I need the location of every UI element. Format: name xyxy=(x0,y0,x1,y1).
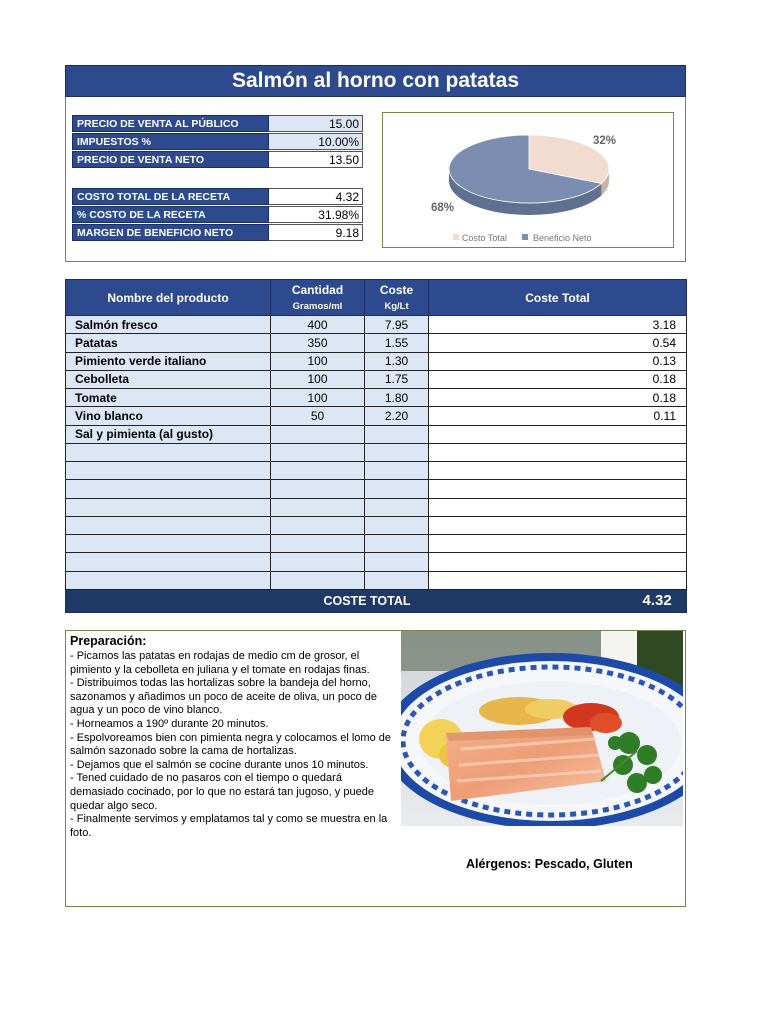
summary-label: COSTO TOTAL DE LA RECETA xyxy=(72,188,269,205)
table-row xyxy=(66,316,687,334)
cell-cost[interactable] xyxy=(365,535,429,553)
header-cost-label: Coste xyxy=(379,283,414,297)
cell-qty[interactable] xyxy=(271,498,365,516)
summary-row xyxy=(72,133,363,150)
cell-total[interactable] xyxy=(429,480,687,498)
cell-total[interactable] xyxy=(429,553,687,571)
cell-name[interactable] xyxy=(66,498,271,516)
cell-name[interactable]: Sal y pimienta (al gusto) xyxy=(66,425,271,443)
summary-label: PRECIO DE VENTA NETO xyxy=(72,151,269,168)
cell-name[interactable]: Vino blanco xyxy=(66,407,271,425)
pie-chart-frame xyxy=(382,112,674,248)
preparation-step: - Espolvoreamos bien con pimienta negra y colocamos el lomo de salmón sazonado sobre la cama de hortalizas. xyxy=(70,731,391,758)
cell-qty[interactable] xyxy=(271,535,365,553)
table-row xyxy=(66,334,687,352)
total-cost-value: 4.32 xyxy=(429,589,687,612)
cell-qty[interactable] xyxy=(271,425,365,443)
cell-name[interactable]: Patatas xyxy=(66,334,271,352)
summary-row xyxy=(72,151,363,168)
cell-name[interactable] xyxy=(66,535,271,553)
table-row xyxy=(66,352,687,370)
preparation-step: - Distribuimos todas las hortalizas sobre la bandeja del horno, sazonamos y añadimos un poco de aceite de oliva, un poco de agua y un poco de vino blanco. xyxy=(70,677,377,717)
cell-cost[interactable] xyxy=(365,553,429,571)
cell-total[interactable]: 0.13 xyxy=(429,352,687,370)
cell-qty[interactable] xyxy=(271,516,365,534)
legend-label-costo: Costo Total xyxy=(462,233,507,243)
dish-photo xyxy=(401,631,683,826)
cell-qty[interactable] xyxy=(271,443,365,461)
cell-name[interactable] xyxy=(66,571,271,589)
cell-qty[interactable] xyxy=(271,571,365,589)
header-cost xyxy=(365,280,429,316)
cell-total[interactable]: 0.11 xyxy=(429,407,687,425)
cell-cost[interactable]: 7.95 xyxy=(365,316,429,334)
pie-data-label-beneficio: 68% xyxy=(431,202,455,214)
table-row xyxy=(66,389,687,407)
cell-qty[interactable]: 100 xyxy=(271,389,365,407)
preparation-step: - Dejamos que el salmón se cocine durante unos 10 minutos. xyxy=(70,758,369,771)
cell-name[interactable]: Salmón fresco xyxy=(66,316,271,334)
cell-cost[interactable] xyxy=(365,480,429,498)
cell-name[interactable]: Tomate xyxy=(66,389,271,407)
cell-cost[interactable] xyxy=(365,498,429,516)
cell-qty[interactable]: 50 xyxy=(271,407,365,425)
cell-cost[interactable] xyxy=(365,462,429,480)
total-cost-label: COSTE TOTAL xyxy=(66,589,429,612)
summary-value: 4.32 xyxy=(269,188,363,205)
cell-qty[interactable]: 400 xyxy=(271,316,365,334)
summary-value: 13.50 xyxy=(269,151,363,168)
summary-row xyxy=(72,115,363,132)
summary-value: 9.18 xyxy=(269,224,363,241)
summary-value: 31.98% xyxy=(269,206,363,223)
header-total-cost: Coste Total xyxy=(429,280,687,316)
cell-total[interactable] xyxy=(429,425,687,443)
table-row xyxy=(66,535,687,553)
preparation-title: Preparación: xyxy=(70,634,147,648)
table-row xyxy=(66,443,687,461)
preparation-step: - Picamos las patatas en rodajas de medio cm de grosor, el pimiento y la cebolleta en juliana y el tomate en rodajas finas. xyxy=(70,650,370,676)
cell-total[interactable]: 3.18 xyxy=(429,316,687,334)
cell-total[interactable]: 0.18 xyxy=(429,389,687,407)
cell-qty[interactable]: 100 xyxy=(271,352,365,370)
header-product-name: Nombre del producto xyxy=(66,280,271,316)
table-row xyxy=(66,516,687,534)
cell-qty[interactable] xyxy=(271,462,365,480)
cell-total[interactable] xyxy=(429,535,687,553)
header-quantity xyxy=(271,280,365,316)
cell-cost[interactable]: 2.20 xyxy=(365,407,429,425)
summary-label: % COSTO DE LA RECETA xyxy=(72,206,269,223)
cell-name[interactable]: Pimiento verde italiano xyxy=(66,352,271,370)
preparation-step: - Finalmente servimos y emplatamos tal y como se muestra en la foto. xyxy=(70,813,388,839)
table-row xyxy=(66,425,687,443)
summary-value[interactable]: 10.00% xyxy=(269,133,363,150)
preparation-step: - Horneamos a 190º durante 20 minutos. xyxy=(70,717,269,730)
cell-name[interactable] xyxy=(66,443,271,461)
cell-qty[interactable]: 100 xyxy=(271,370,365,388)
summary-row xyxy=(72,206,363,223)
legend-swatch-costo xyxy=(453,234,459,240)
preparation-step: - Tened cuidado de no pasaros con el tiempo o quedará demasiado cocinado, por lo que no estará tan jugoso, y puede quedar algo seco. xyxy=(70,772,374,812)
summary-label: MARGEN DE BENEFICIO NETO xyxy=(72,224,269,241)
summary-value[interactable]: 15.00 xyxy=(269,115,363,132)
cell-total[interactable] xyxy=(429,462,687,480)
allergens-label: Alérgenos: Pescado, Gluten xyxy=(466,857,633,871)
legend-swatch-beneficio xyxy=(522,234,528,240)
cell-name[interactable] xyxy=(66,480,271,498)
header-quantity-unit: Gramos/ml xyxy=(292,301,343,312)
pie-chart xyxy=(383,113,675,249)
summary-label: PRECIO DE VENTA AL PÚBLICO xyxy=(72,115,269,132)
cell-cost[interactable]: 1.75 xyxy=(365,370,429,388)
ingredients-table xyxy=(65,279,687,613)
table-row xyxy=(66,407,687,425)
cell-cost[interactable] xyxy=(365,425,429,443)
table-row xyxy=(66,462,687,480)
recipe-title: Salmón al horno con patatas xyxy=(65,65,686,97)
cell-cost[interactable] xyxy=(365,443,429,461)
cell-name[interactable]: Cebolleta xyxy=(66,370,271,388)
cell-total[interactable]: 0.54 xyxy=(429,334,687,352)
cell-name[interactable] xyxy=(66,553,271,571)
preparation-steps xyxy=(70,650,394,840)
summary-label: IMPUESTOS % xyxy=(72,133,269,150)
cell-qty[interactable] xyxy=(271,480,365,498)
table-row xyxy=(66,553,687,571)
legend-label-beneficio: Beneficio Neto xyxy=(533,233,592,243)
cell-name[interactable] xyxy=(66,516,271,534)
table-row xyxy=(66,480,687,498)
cell-cost[interactable] xyxy=(365,571,429,589)
cell-total[interactable] xyxy=(429,498,687,516)
cell-qty[interactable]: 350 xyxy=(271,334,365,352)
cell-cost[interactable] xyxy=(365,516,429,534)
cell-name[interactable] xyxy=(66,462,271,480)
table-row xyxy=(66,370,687,388)
table-row xyxy=(66,498,687,516)
cell-total[interactable] xyxy=(429,516,687,534)
cell-cost[interactable]: 1.55 xyxy=(365,334,429,352)
summary-row xyxy=(72,188,363,205)
table-row xyxy=(66,571,687,589)
cell-total[interactable] xyxy=(429,571,687,589)
cell-total[interactable]: 0.18 xyxy=(429,370,687,388)
header-quantity-label: Cantidad xyxy=(291,283,344,297)
cell-cost[interactable]: 1.30 xyxy=(365,352,429,370)
header-cost-unit: Kg/Lt xyxy=(384,301,409,312)
cell-cost[interactable]: 1.80 xyxy=(365,389,429,407)
cell-qty[interactable] xyxy=(271,553,365,571)
cell-total[interactable] xyxy=(429,443,687,461)
summary-row xyxy=(72,224,363,241)
pie-data-label-costo: 32% xyxy=(593,135,617,147)
